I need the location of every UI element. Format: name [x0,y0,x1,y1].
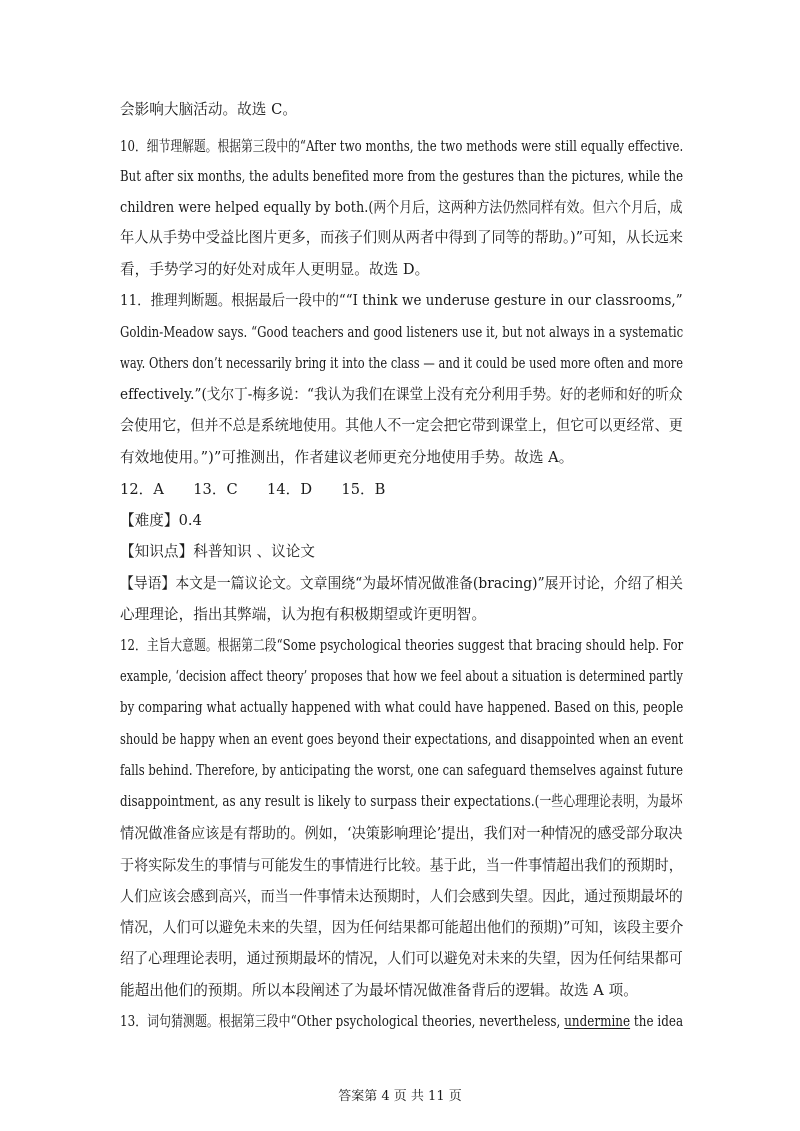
text-line: should be happy when an event goes beyond their expectations, and disappointed when an event [120,731,684,748]
text-line: 有效地使用。”)”可推测出，作者建议老师更充分地使用手势。故选 A。 [120,449,574,466]
text-segment: 13．词句猜测题。根据第三段中“Other psychological theories, nevertheless, [120,1013,565,1030]
text-line: 10．细节理解题。根据第三段中的“After two months, the two methods were still equally effective. [120,138,684,155]
text-segment: the idea [630,1013,684,1030]
underlined-word: undermine [564,1013,631,1030]
difficulty: 【难度】0.4 [120,512,202,529]
text-line: 【导语】本文是一篇议论文。文章围绕“为最坏情况做准备(bracing)”展开讨论，介绍了相关 [120,575,683,592]
text-line: 于将实际发生的事情与可能发生的事情进行比较。基于此，当一件事情超出我们的预期时， [120,857,683,874]
text-line: 心理理论，指出其弊端，认为抱有积极期望或许更明智。 [120,606,487,623]
text-line: disappointment, as any result is likely to surpass their expectations.(一些心理理论表明，为最坏 [120,793,683,810]
page-footer: 答案第 4 页 共 11 页 [338,1089,462,1104]
text-line: 情况做准备应该是有帮助的。例如，‘决策影响理论’提出，我们对一种情况的感受部分取决 [120,825,683,842]
answer-key: 12．A 13．C 14．D 15．B [120,481,386,498]
text-line: Goldin-Meadow says. “Good teachers and good listeners use it, but not always in a systematic [120,324,684,341]
text-line: falls behind. Therefore, by anticipating the worst, one can safeguard themselves against future [120,762,683,779]
text-line: 能超出他们的预期。所以本段阐述了为最坏情况做准备背后的逻辑。故选 A 项。 [120,982,638,999]
text-line: 会使用它，但并不总是系统地使用。其他人不一定会把它带到课堂上，但它可以更经常、更 [120,417,683,434]
text-line: 人们应该会感到高兴，而当一件事情未达预期时，人们会感到失望。因此，通过预期最坏的 [120,888,683,905]
text-line: by comparing what actually happened with what could have happened. Based on this, people [120,699,684,716]
text-line: effectively.”(戈尔丁-梅多说：“我认为我们在课堂上没有充分利用手势。好的老师和好的听众 [120,386,683,403]
text-line: way. Others don’t necessarily bring it into the class — and it could be used more often and more [120,355,684,372]
text-line: example, ‘decision affect theory’ proposes that how we feel about a situation is determined partly [120,668,683,685]
text-line: 年人从手势中受益比图片更多，而孩子们则从两者中得到了同等的帮助。)”可知，从长远来 [120,229,684,246]
text-line: But after six months, the adults benefited more from the gestures than the pictures, while the [120,168,684,185]
text-line: children were helped equally by both.(两个月后，这两种方法仍然同样有效。但六个月后，成 [120,199,683,216]
text-line: 绍了心理理论表明，通过预期最坏的情况，人们可以避免对未来的失望，因为任何结果都可 [120,950,683,967]
text-line [120,1012,683,1032]
text-line: 11．推理判断题。根据最后一段中的““I think we underuse gesture in our classrooms,” [120,292,683,309]
text-line: 会影响大脑活动。故选 C。 [120,101,297,118]
text-line: 12．主旨大意题。根据第二段“Some psychological theories suggest that bracing should help. For [120,637,684,654]
text-line: 情况，人们可以避免未来的失望，因为任何结果都可能超出他们的预期)”可知，该段主要介 [120,919,684,936]
text-line: 看，手势学习的好处对成年人更明显。故选 D。 [120,261,430,278]
knowledge-point: 【知识点】科普知识 、议论文 [120,543,316,560]
